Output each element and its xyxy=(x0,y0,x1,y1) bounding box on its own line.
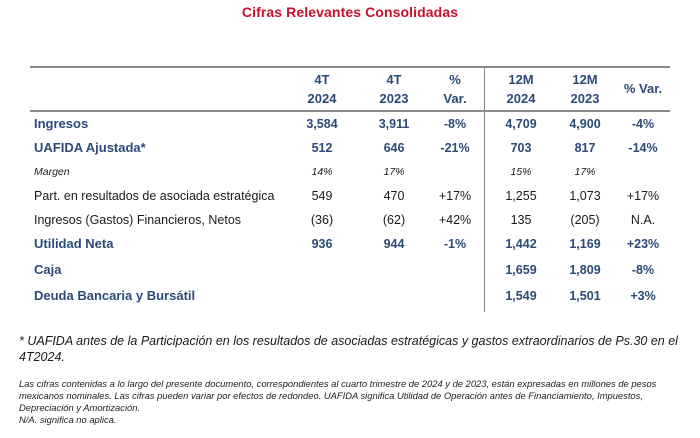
table-row xyxy=(30,136,670,160)
row-label: Ingresos xyxy=(34,116,89,131)
cell: (36) xyxy=(310,213,334,227)
table-top-rule xyxy=(30,66,670,68)
header-12m-2024: 12M 2024 xyxy=(506,72,536,106)
cell xyxy=(362,284,426,308)
cell: -14% xyxy=(628,141,658,155)
cell: 646 xyxy=(383,141,405,155)
cell: 1,659 xyxy=(505,263,537,277)
cell: (205) xyxy=(570,213,600,227)
page-title: Cifras Relevantes Consolidadas xyxy=(241,4,459,20)
cell: -4% xyxy=(631,117,655,131)
cell: 1,501 xyxy=(569,289,601,303)
table-row xyxy=(30,284,670,308)
cell: -1% xyxy=(443,237,467,251)
table-row xyxy=(30,112,670,136)
cell: 17% xyxy=(383,166,405,178)
row-label: UAFIDA Ajustada* xyxy=(34,140,146,155)
row-label: Caja xyxy=(34,262,62,277)
cell: 549 xyxy=(311,189,333,203)
header-4t-2024: 4T 2024 xyxy=(307,72,337,106)
cell xyxy=(362,258,426,282)
cell: 512 xyxy=(311,141,333,155)
row-label: Utilidad Neta xyxy=(34,236,114,251)
cell: -21% xyxy=(440,141,470,155)
table-row xyxy=(30,208,670,232)
cell: 1,549 xyxy=(505,289,537,303)
cell xyxy=(286,284,358,308)
footnote-units: Las cifras contenidas a lo largo del presente documento, correspondientes al cuarto trimestre de 2024 y de 2023, están expresadas en millones de pesos mexicanos nominales. Las cifras pueden variar por efectos de redondeo. UAFIDA significa Utilidad de Operación antes de Financiamiento, Impuestos, Depreciación y Amortización. xyxy=(19,378,657,413)
row-label: Ingresos (Gastos) Financieros, Netos xyxy=(34,213,242,227)
cell: 4,709 xyxy=(505,117,537,131)
header-12m-var: % Var. xyxy=(623,81,663,96)
cell: 703 xyxy=(510,141,532,155)
cell: +23% xyxy=(626,237,660,251)
cell: 3,911 xyxy=(378,117,410,131)
cell: +3% xyxy=(630,289,656,303)
cell: 1,073 xyxy=(569,189,601,203)
cell: 1,809 xyxy=(569,263,601,277)
cell: -8% xyxy=(443,117,467,131)
cell: 1,169 xyxy=(569,237,601,251)
cell: 4,900 xyxy=(569,117,601,131)
row-label: Margen xyxy=(34,166,70,178)
header-4t-var: % Var. xyxy=(443,72,467,106)
footnote-small xyxy=(19,378,684,426)
cell: 1,442 xyxy=(505,237,537,251)
cell: N.A. xyxy=(630,213,656,227)
cell xyxy=(426,258,484,282)
cell: 17% xyxy=(574,166,596,178)
cell: 1,255 xyxy=(505,189,537,203)
cell: +17% xyxy=(626,189,660,203)
cell xyxy=(286,258,358,282)
row-label: Part. en resultados de asociada estratégica xyxy=(34,189,275,203)
cell xyxy=(426,284,484,308)
cell: 15% xyxy=(510,166,532,178)
cell xyxy=(616,160,670,184)
header-4t-2023: 4T 2023 xyxy=(379,72,409,106)
cell: 817 xyxy=(574,141,596,155)
cell: 3,584 xyxy=(306,117,338,131)
table-row xyxy=(30,232,670,256)
row-label: Deuda Bancaria y Bursátil xyxy=(34,288,196,303)
cell: 936 xyxy=(311,237,333,251)
cell: 944 xyxy=(383,237,405,251)
header-12m-2023: 12M 2023 xyxy=(570,72,600,106)
table-row xyxy=(30,160,670,184)
cell xyxy=(426,160,484,184)
cell: 135 xyxy=(510,213,532,227)
footnote-na: N/A. significa no aplica. xyxy=(19,414,117,425)
cell: 14% xyxy=(311,166,333,178)
table-row xyxy=(30,258,670,282)
table-row xyxy=(30,184,670,208)
cell: +17% xyxy=(438,189,472,203)
cell: -8% xyxy=(631,263,655,277)
cell: (62) xyxy=(382,213,406,227)
cell: 470 xyxy=(383,189,405,203)
cell: +42% xyxy=(438,213,472,227)
footnote-main: * UAFIDA antes de la Participación en los resultados de asociadas estratégicas y gastos extraordinarios de Ps.30 en el 4T2024. xyxy=(19,334,678,364)
